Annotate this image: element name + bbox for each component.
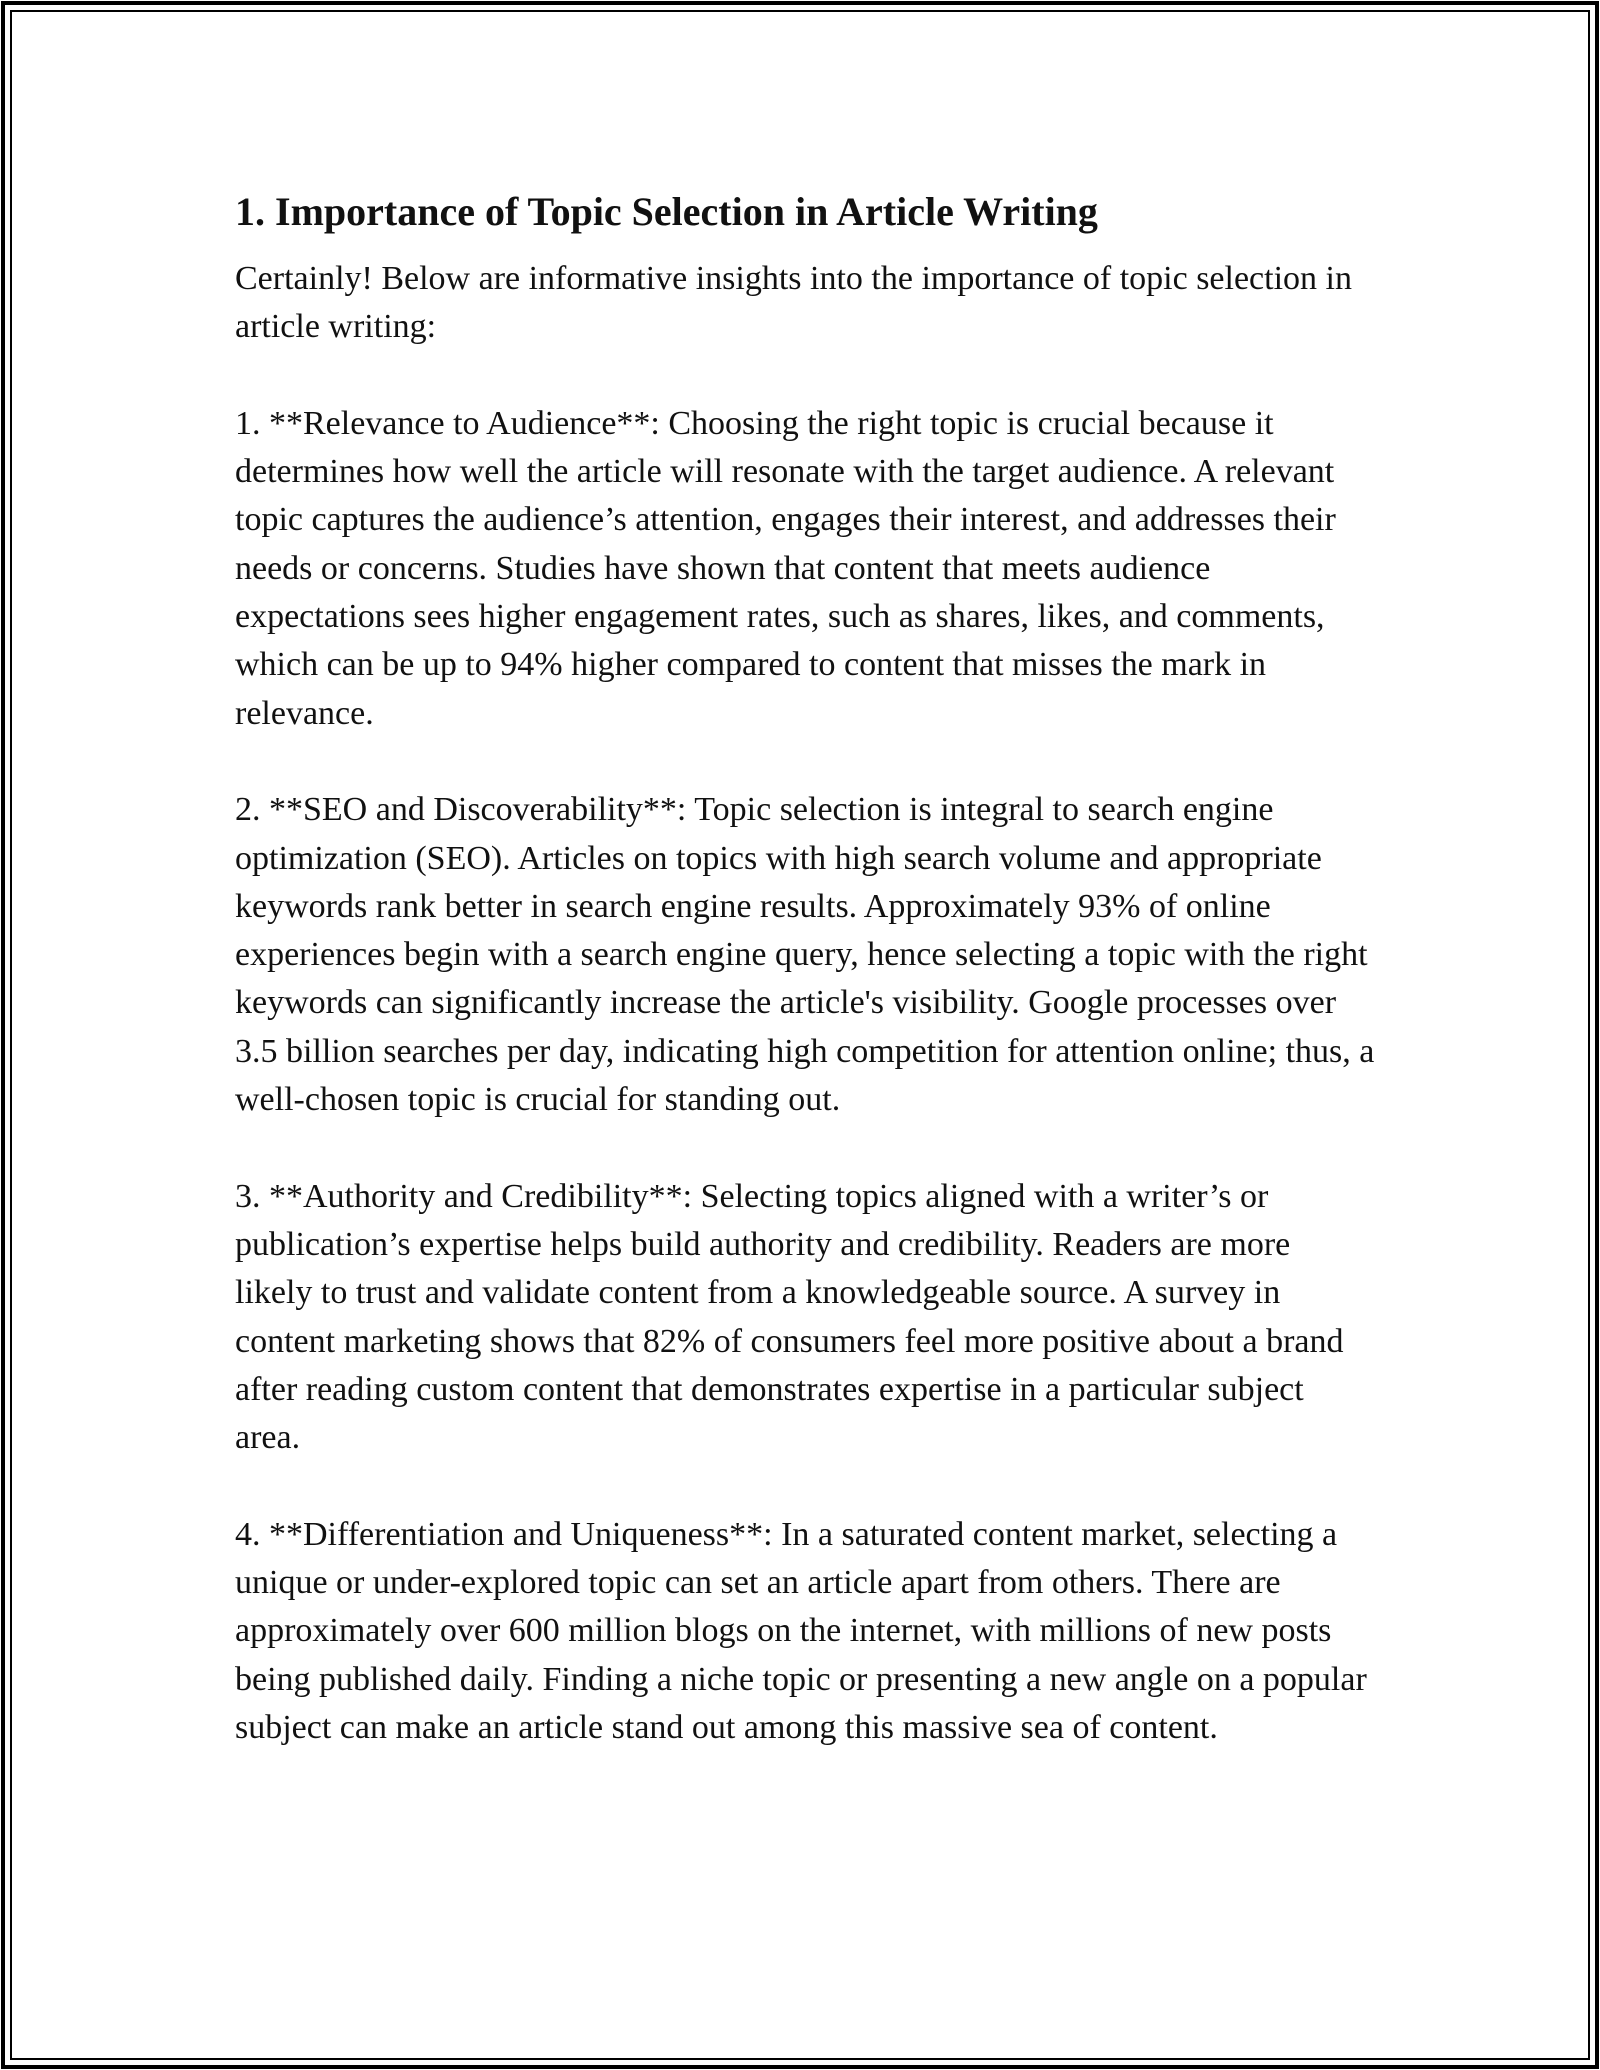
point-relevance-paragraph: 1. **Relevance to Audience**: Choosing the right topic is crucial because it determines how well the article will resonate with the target audience. A relevant topic captures the audience’s attention, engages their interest, and addresses their needs or concerns. Studies have shown that content that meets audience expectations sees higher engagement rates, such as shares, likes, and comments, which can be up to 94% higher compared to content that misses the mark in relevance. bbox=[235, 404, 1336, 732]
intro-paragraph: Certainly! Below are informative insights into the importance of topic selection in article writing: bbox=[235, 260, 1352, 346]
point-seo-paragraph: 2. **SEO and Discoverability**: Topic selection is integral to search engine optimization (SEO). Articles on topics with high search volume and appropriate keywords rank better in search engine results. Approximately 93% of online experiences begin with a search engine query, hence selecting a topic with the right keywords can significantly increase the article's visibility. Google processes over 3.5 billion searches per day, indicating high competition for attention online; thus, a well-chosen topic is crucial for standing out. bbox=[235, 791, 1375, 1119]
document-heading: 1. Importance of Topic Selection in Article Writing bbox=[235, 189, 1098, 234]
point-differentiation-paragraph: 4. **Differentiation and Uniqueness**: In a saturated content market, selecting a unique or under-explored topic can set an article apart from others. There are approximately over 600 million blogs on the internet, with millions of new posts being published daily. Finding a niche topic or presenting a new angle on a popular subject can make an article stand out among this massive sea of content. bbox=[235, 1515, 1367, 1746]
point-authority-paragraph: 3. **Authority and Credibility**: Selecting topics aligned with a writer’s or publication’s expertise helps build authority and credibility. Readers are more likely to trust and validate content from a knowledgeable source. A survey in content marketing shows that 82% of consumers feel more positive about a brand after reading custom content that demonstrates expertise in a particular subject area. bbox=[235, 1177, 1344, 1457]
document-body bbox=[235, 183, 1375, 1752]
